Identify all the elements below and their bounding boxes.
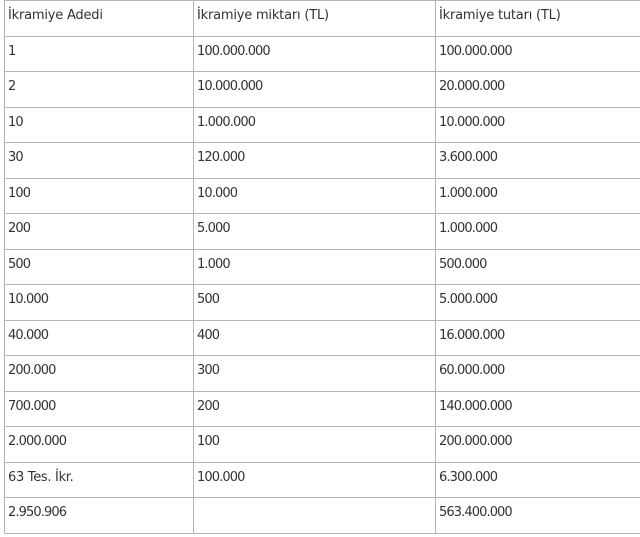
cell-prize-total: 100.000.000 [436,36,640,72]
cell-prize-count: 1 [5,36,194,72]
cell-prize-count: 2.000.000 [5,427,194,463]
table-row [5,249,640,285]
table-row [5,143,640,179]
cell-total-count: 2.950.906 [5,498,194,534]
table-row [5,36,640,72]
cell-prize-count: 40.000 [5,320,194,356]
cell-prize-amount: 200 [194,391,436,427]
cell-prize-amount: 300 [194,356,436,392]
prize-table [4,0,640,534]
cell-prize-total: 6.300.000 [436,462,640,498]
cell-prize-total: 10.000.000 [436,107,640,143]
cell-total-sum: 563.400.000 [436,498,640,534]
cell-prize-count: 30 [5,143,194,179]
cell-prize-count: 10 [5,107,194,143]
header-prize-amount: İkramiye miktarı (TL) [194,1,436,37]
cell-prize-total: 140.000.000 [436,391,640,427]
cell-prize-amount: 10.000 [194,178,436,214]
table-row [5,214,640,250]
cell-prize-total: 16.000.000 [436,320,640,356]
table-total-row [5,498,640,534]
cell-prize-total: 5.000.000 [436,285,640,321]
table-row [5,178,640,214]
table-row [5,462,640,498]
table-header-row [5,1,640,37]
cell-prize-amount: 1.000.000 [194,107,436,143]
cell-prize-amount: 500 [194,285,436,321]
cell-prize-amount: 400 [194,320,436,356]
cell-prize-count: 700.000 [5,391,194,427]
cell-prize-total: 60.000.000 [436,356,640,392]
cell-prize-amount: 120.000 [194,143,436,179]
cell-prize-amount: 5.000 [194,214,436,250]
cell-total-amount [194,498,436,534]
cell-prize-count: 200 [5,214,194,250]
table-row [5,72,640,108]
cell-prize-total: 20.000.000 [436,72,640,108]
cell-prize-count: 10.000 [5,285,194,321]
cell-prize-total: 3.600.000 [436,143,640,179]
cell-prize-count: 500 [5,249,194,285]
cell-prize-total: 500.000 [436,249,640,285]
cell-prize-count: 63 Tes. İkr. [5,462,194,498]
table-row [5,391,640,427]
cell-prize-count: 2 [5,72,194,108]
table-row [5,427,640,463]
cell-prize-amount: 10.000.000 [194,72,436,108]
table-row [5,320,640,356]
cell-prize-total: 200.000.000 [436,427,640,463]
cell-prize-amount: 100 [194,427,436,463]
cell-prize-count: 200.000 [5,356,194,392]
table-row [5,107,640,143]
table-row [5,356,640,392]
prize-table-container [4,0,640,534]
cell-prize-amount: 100.000 [194,462,436,498]
cell-prize-amount: 1.000 [194,249,436,285]
cell-prize-total: 1.000.000 [436,178,640,214]
header-prize-count: İkramiye Adedi [5,1,194,37]
cell-prize-count: 100 [5,178,194,214]
table-row [5,285,640,321]
cell-prize-amount: 100.000.000 [194,36,436,72]
cell-prize-total: 1.000.000 [436,214,640,250]
header-prize-total: İkramiye tutarı (TL) [436,1,640,37]
